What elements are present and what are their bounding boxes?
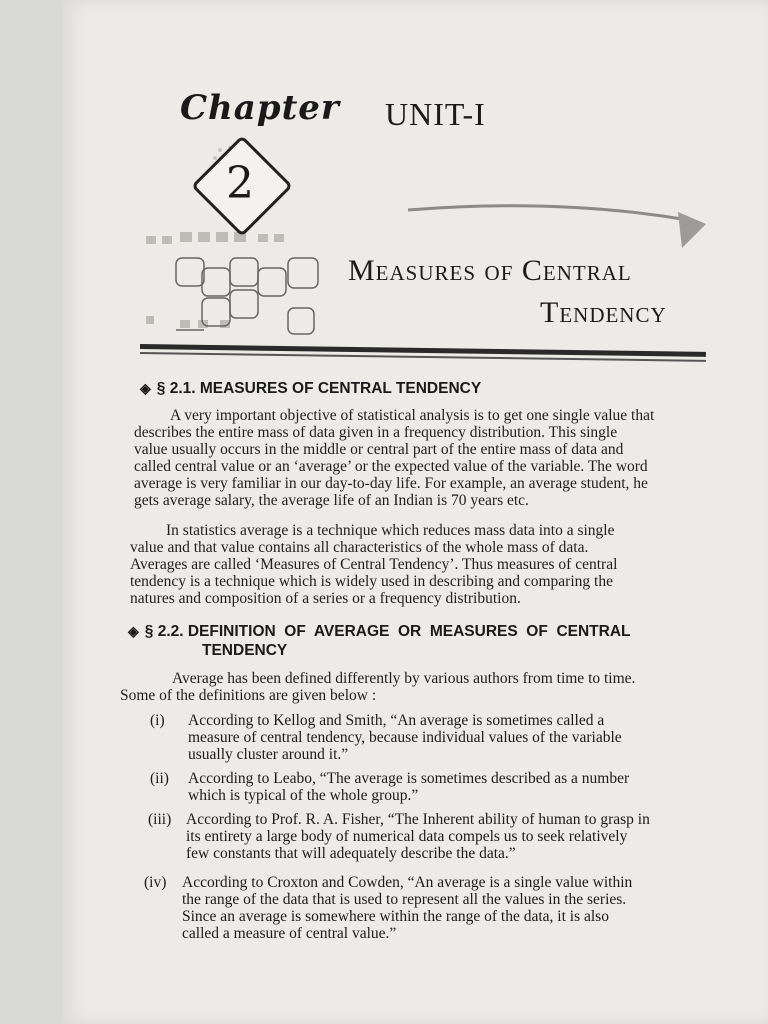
section-heading-text: § 2.1. MEASURES OF CENTRAL TENDENCY [156, 380, 482, 397]
section-heading-text: § 2.2. DEFINITION OF AVERAGE OR MEASURES OF CENTRAL [144, 623, 631, 640]
chapter-title-line2: Tendency [540, 296, 667, 329]
definition-text [186, 811, 650, 862]
definition-text [188, 770, 629, 804]
chapter-number-badge [190, 140, 300, 240]
text-line: According to Croxton and Cowden, “An average is a single value within [182, 874, 633, 891]
text-line: Since an average is somewhere within the range of the data, it is also [182, 908, 609, 925]
definition-number: (ii) [150, 770, 169, 787]
text-line: Some of the definitions are given below : [120, 687, 377, 704]
section-heading-2-2 [128, 622, 708, 660]
text-line: value usually occurs in the middle or central part of the entire mass of data and [134, 441, 624, 458]
paragraph-1 [134, 407, 708, 509]
chapter-word: Chapter [180, 88, 340, 128]
chapter-number: 2 [226, 158, 254, 209]
chapter-title-line1: Measures of Central [348, 254, 632, 287]
text-line: According to Leabo, “The average is sometimes described as a number [188, 770, 630, 787]
text-line: In statistics average is a technique which reduces mass data into a single [166, 522, 615, 539]
definition-number: (iv) [144, 874, 167, 891]
text-line: called a measure of central value.” [182, 925, 397, 942]
text-line: Average has been defined differently by various authors from time to time. [172, 670, 636, 687]
text-line: measure of central tendency, because individual values of the variable [188, 729, 622, 746]
text-line: According to Kellog and Smith, “An average is sometimes called a [188, 712, 605, 729]
text-line: few constants that will adequately describe the data.” [186, 845, 516, 862]
definitions-intro [120, 670, 706, 704]
unit-label: UNIT-I [385, 96, 486, 132]
text-line: Averages are called ‘Measures of Central Tendency’. Thus measures of central [130, 556, 618, 573]
text-line: A very important objective of statistical analysis is to get one single value that [170, 407, 655, 424]
diamond-bullet-icon: ◈ [140, 380, 151, 396]
text-line: gets average salary, the average life of an Indian is 70 years etc. [134, 492, 529, 509]
text-line: usually cluster around it.” [188, 746, 349, 763]
text-line: describes the entire mass of data given in a frequency distribution. This single [134, 424, 618, 441]
text-line: According to Prof. R. A. Fisher, “The Inherent ability of human to grasp in [186, 811, 650, 828]
section-heading-text-line2: TENDENCY [202, 642, 288, 659]
text-line: which is typical of the whole group.” [188, 787, 419, 804]
definition-number: (i) [150, 712, 165, 729]
text-line: its entirety a large body of numerical data compels us to seek relatively [186, 828, 628, 845]
section-heading-2-1 [140, 380, 481, 398]
text-line: natures and composition of a series or a frequency distribution. [130, 590, 521, 607]
swoosh-arrow-graphic [408, 196, 708, 256]
diamond-bullet-icon: ◈ [128, 623, 139, 639]
text-line: the range of the data that is used to represent all the values in the series. [182, 891, 627, 908]
definition-number: (iii) [148, 811, 172, 828]
text-line: average is very familiar in our day-to-day life. For example, an average student, he [134, 475, 648, 492]
text-line: called central value or an ‘average’ or the expected value of the variable. The word [134, 458, 648, 475]
text-line: tendency is a technique which is widely used in describing and comparing the [130, 573, 613, 590]
definition-text [182, 874, 632, 942]
text-line: value and that value contains all characteristics of the whole mass of data. [130, 539, 589, 556]
definition-text [188, 712, 622, 763]
paragraph-2 [130, 522, 706, 607]
